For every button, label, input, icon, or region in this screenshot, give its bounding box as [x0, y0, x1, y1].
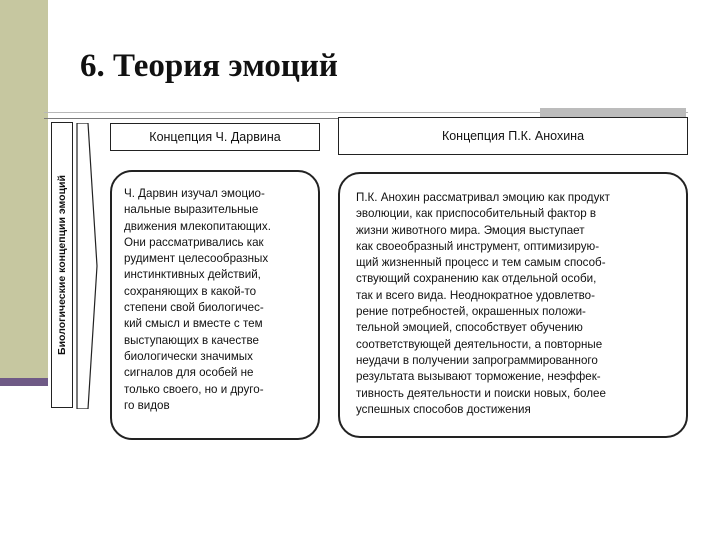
text-line: П.К. Анохин рассматривал эмоцию как продукт — [356, 191, 610, 204]
page-title: 6. Теория эмоций — [80, 48, 338, 84]
text-line: рудимент целесообразных — [124, 252, 269, 266]
left-band-accent — [0, 378, 48, 386]
sidebar-label: Биологические концепции эмоций — [56, 175, 68, 355]
text-line: Они рассматривались как — [124, 235, 264, 249]
darwin-concept-header: Концепция Ч. Дарвина — [110, 123, 320, 151]
text-line: ствующий сохранению как отдельной особи, — [356, 272, 597, 286]
text-line: нальные выразительные — [124, 203, 259, 217]
text-line: биологически значимых — [124, 349, 253, 363]
text-line: сохраняющих в какой-то — [124, 284, 257, 298]
text-line: как своеобразный инструмент, оптимизирую- — [356, 239, 600, 253]
text-line: только своего, но и друго- — [124, 382, 264, 396]
text-line: тельной эмоцией, способствует обучению — [356, 321, 583, 335]
anokhin-concept-header: Концепция П.К. Анохина — [338, 117, 688, 155]
text-line: кий смысл и вместе с тем — [124, 317, 263, 331]
text-line: неудачи в получении запрограммированного — [356, 353, 598, 367]
text-line: так и всего вида. Неоднократное удовлетво- — [356, 288, 595, 302]
text-line: тивность деятельности и поиски новых, более — [356, 386, 606, 400]
text-line: щий жизненный процесс и тем самым способ- — [356, 256, 606, 270]
darwin-concept-panel — [110, 170, 320, 440]
text-line: степени свой биологичес- — [124, 301, 264, 315]
right-arrow-icon — [76, 123, 98, 409]
text-line: го видов — [124, 398, 170, 412]
text-line: успешных способов достижения — [356, 402, 531, 416]
text-line: результата вызывают торможение, неэффек- — [356, 370, 601, 384]
text-line: сигналов для особей не — [124, 366, 254, 380]
text-line: рение потребностей, окрашенных положи- — [356, 305, 586, 319]
text-line: эволюции, как приспособительный фактор в — [356, 207, 597, 221]
text-line: жизни животного мира. Эмоция выступает — [356, 223, 585, 237]
text-line: Ч. Дарвин изучал эмоцио- — [124, 187, 265, 200]
text-line: движения млекопитающих. — [124, 219, 271, 233]
text-line: инстинктивных действий, — [124, 268, 261, 282]
text-line: соответствующей деятельности, а повторные — [356, 337, 603, 351]
text-line: выступающих в качестве — [124, 333, 259, 347]
left-decorative-band — [0, 0, 48, 378]
anokhin-concept-panel — [338, 172, 688, 438]
